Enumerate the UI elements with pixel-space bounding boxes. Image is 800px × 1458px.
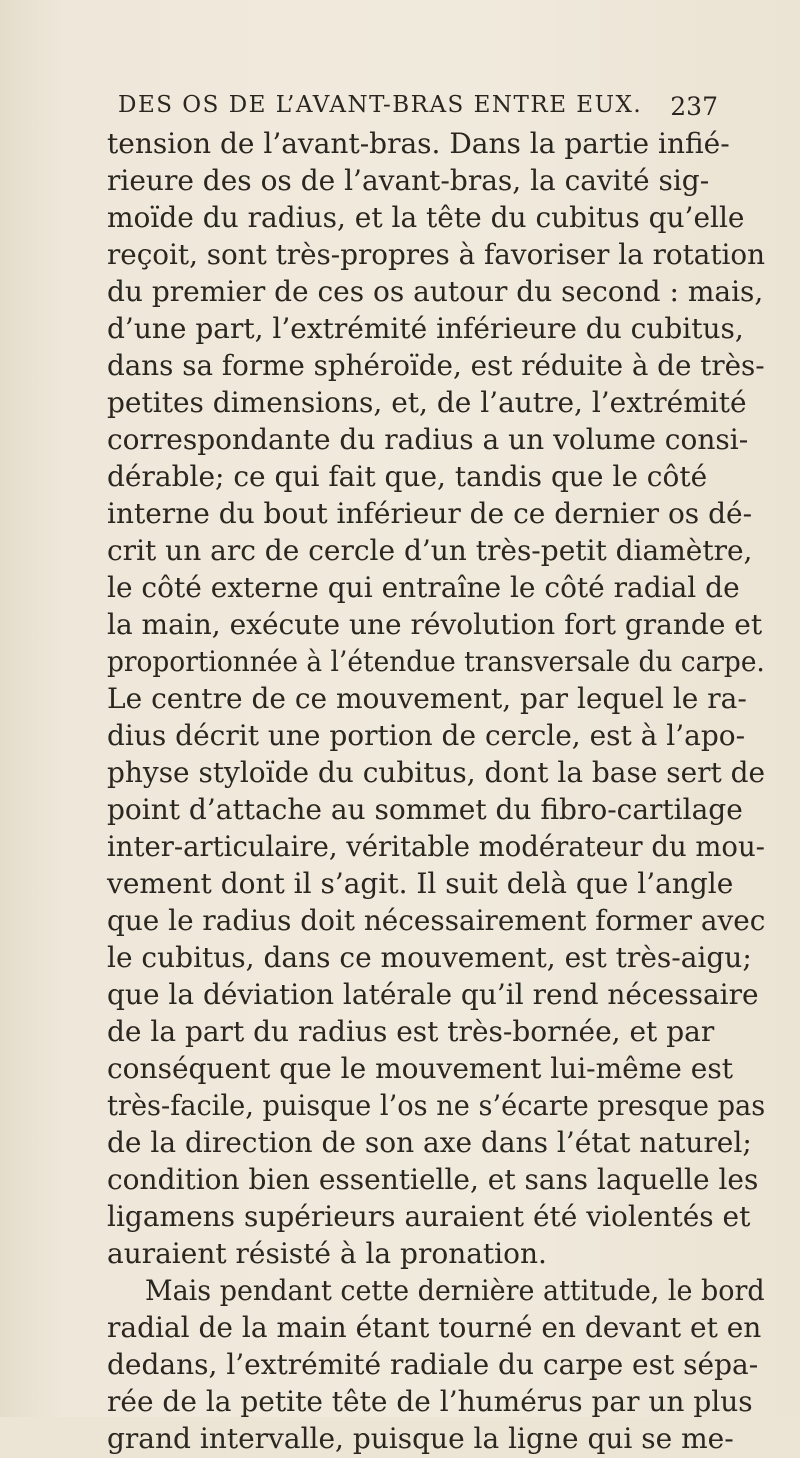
paragraph-first-line: Mais pendant cette dernière attitude, le bord [145, 1274, 765, 1307]
page-number: 237 [670, 92, 718, 121]
text-line: rieure des os de l’avant-bras, la cavité sig- [107, 164, 710, 197]
text-line: physe styloïde du cubitus, dont la base sert de [107, 756, 766, 789]
text-line: la main, exécute une révolution fort grande et [107, 608, 763, 641]
text-line: d’une part, l’extrémité inférieure du cubitus, [107, 312, 744, 345]
text-line: proportionnée à l’étendue transversale du carpe. [107, 645, 765, 678]
text-line: tension de l’avant-bras. Dans la partie inﬁé- [107, 127, 730, 160]
text-line: dérable; ce qui fait que, tandis que le côté [107, 460, 708, 493]
text-line: le côté externe qui entraîne le côté radial de [107, 571, 740, 604]
text-line: crit un arc de cercle d’un très-petit diamètre, [107, 534, 753, 567]
text-line: du premier de ces os autour du second : mais, [107, 275, 764, 308]
text-line: reçoit, sont très-propres à favoriser la rotation [107, 238, 766, 271]
text-line: le cubitus, dans ce mouvement, est très-aigu; [107, 941, 752, 974]
text-line: moïde du radius, et la tête du cubitus qu’elle [107, 201, 745, 234]
text-line: de la direction de son axe dans l’état naturel; [107, 1126, 752, 1159]
running-title: DES OS DE L’AVANT-BRAS ENTRE EUX. [118, 92, 643, 118]
text-line: condition bien essentielle, et sans laquelle les [107, 1163, 759, 1196]
text-line: que le radius doit nécessairement former avec [107, 904, 766, 937]
text-line: dans sa forme sphéroïde, est réduite à de très- [107, 349, 765, 382]
text-line: de la part du radius est très-bornée, et par [107, 1015, 715, 1048]
text-line: radial de la main étant tourné en devant et en [107, 1311, 762, 1344]
text-line: ligamens supérieurs auraient été violentés et [107, 1200, 751, 1233]
text-line: inter-articulaire, véritable modérateur du mou- [107, 830, 765, 863]
text-line: correspondante du radius a un volume consi- [107, 423, 749, 456]
text-line: vement dont il s’agit. Il suit delà que l’angle [107, 867, 734, 900]
text-line: Le centre de ce mouvement, par lequel le ra- [107, 682, 747, 715]
text-line: point d’attache au sommet du fibro-cartilage [107, 793, 743, 826]
text-line: que la déviation latérale qu’il rend nécessaire [107, 978, 759, 1011]
text-line: très-facile, puisque l’os ne s’écarte presque pas [107, 1089, 766, 1122]
text-line: dius décrit une portion de cercle, est à l’apo- [107, 719, 746, 752]
text-line: grand intervalle, puisque la ligne qui se me- [107, 1422, 734, 1455]
text-line: interne du bout inférieur de ce dernier os dé- [107, 497, 753, 530]
text-line: rée de la petite tête de l’humérus par un plus [107, 1385, 753, 1418]
text-line: petites dimensions, et, de l’autre, l’extrémité [107, 386, 747, 419]
text-line: auraient résisté à la pronation. [107, 1237, 547, 1270]
text-line: conséquent que le mouvement lui-même est [107, 1052, 733, 1085]
text-line: dedans, l’extrémité radiale du carpe est sépa- [107, 1348, 759, 1381]
